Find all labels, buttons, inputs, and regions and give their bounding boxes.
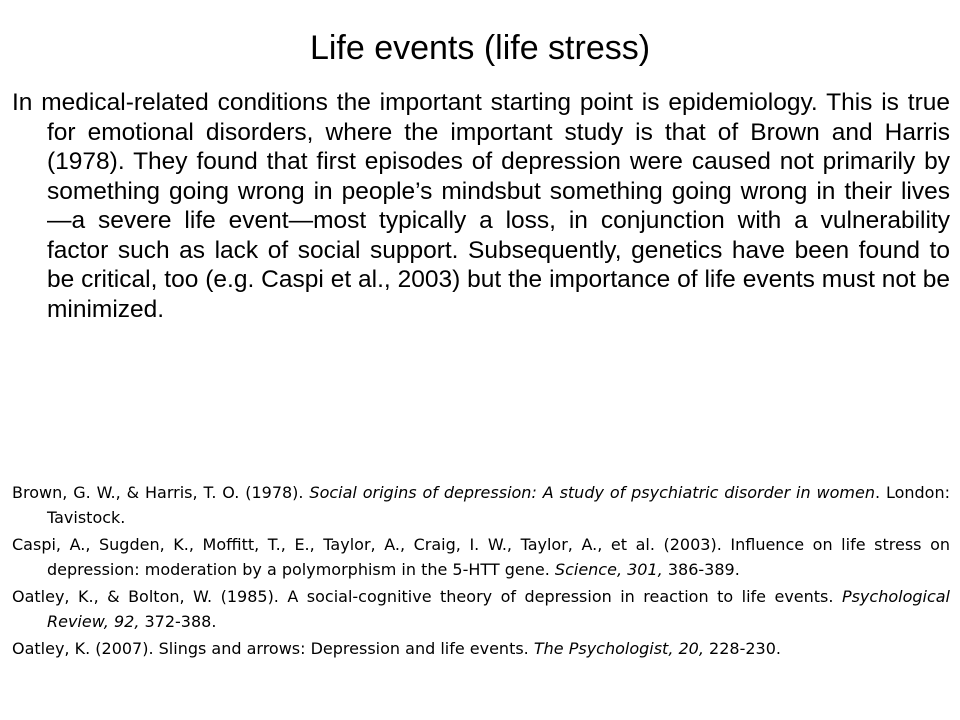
reference-authors: Caspi, A., Sugden, K., Moffitt, T., E., Taylor, A., Craig, I. W., Taylor, A., et al. (2003). Influence on life stress on depression: moderation by a polymorphism in the 5-HTT gene. (12, 535, 950, 579)
reference-rest: 372-388. (139, 611, 217, 631)
reference-item (12, 533, 950, 582)
reference-rest: 386-389. (662, 559, 740, 579)
reference-rest: 228-230. (703, 639, 781, 658)
reference-italic: Psychological Review, 92, (47, 587, 950, 631)
reference-authors: Brown, G. W., & Harris, T. O. (1978). (12, 483, 310, 502)
reference-rest: . London: Tavistock. (47, 483, 950, 527)
reference-authors: Oatley, K., & Bolton, W. (1985). A social-cognitive theory of depression in reaction to life events. (12, 587, 842, 606)
slide-title: Life events (life stress) (309, 29, 651, 67)
reference-item (12, 637, 950, 662)
reference-italic: The Psychologist, 20, (533, 639, 704, 658)
reference-item (12, 585, 950, 634)
reference-authors: Oatley, K. (2007). Slings and arrows: Depression and life events. (12, 639, 534, 658)
reference-italic: Science, 301, (554, 559, 663, 579)
reference-item (12, 481, 950, 530)
main-paragraph-block (12, 88, 950, 324)
reference-italic: Social origins of depression: A study of psychiatric disorder in women (309, 483, 875, 502)
reference-list (12, 481, 950, 665)
main-paragraph: In medical-related conditions the important starting point is epidemiology. This is true for emotional disorders, where the important study is that of Brown and Harris (1978). They found that first episodes of depression were caused not primarily by something going wrong in people’s mindsbut something going wrong in their lives—a severe life event—most typically a loss, in conjunction with a vulnerability factor such as lack of social support. Subsequently, genetics have been found to be critical, too (e.g. Caspi et al., 2003) but the importance of life events must not be minimized. (12, 89, 950, 323)
